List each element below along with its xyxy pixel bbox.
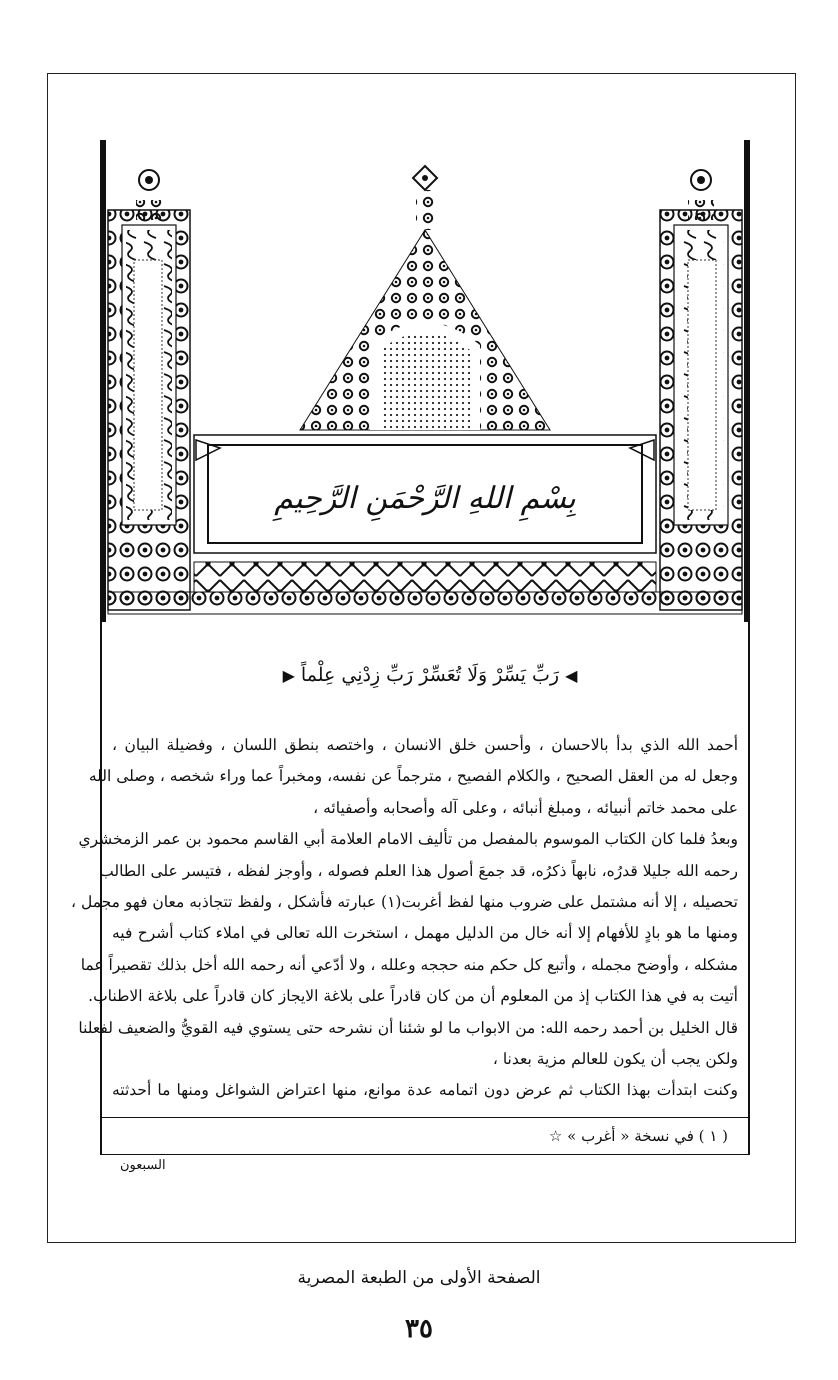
right-arrow-ornament: ▶ (282, 666, 295, 685)
page-number: ٣٥ (405, 1314, 433, 1344)
page-bottom-rule (100, 1154, 750, 1155)
text-line: مشكله ، وأوضح مجمله ، وأتبع كل حكم منه حججه وعلله ، ولا أدّعي أنه رحمه الله أخل بذلك تقصيراً عما (80, 955, 738, 974)
footnote: ( ١ ) في نسخة « أغرب » ☆ (548, 1127, 728, 1145)
text-line: وجعل له من العقل الصحيح ، والكلام الفصيح ، مترجماً عن نفسه، ومخبراً عما وراء شخصه ، وصلى الله (88, 767, 738, 786)
page-caption: الصفحة الأولى من الطبعة المصرية (297, 1268, 541, 1288)
prayer-text: رَبِّ يَسِّرْ وَلَا تُعَسِّرْ رَبِّ زِدْنِي عِلْماً (300, 664, 560, 686)
opening-prayer (260, 664, 600, 686)
text-line: ومنها ما هو بادٍ للأفهام إلا أنه خال من الدليل مهمل ، استخرت الله تعالى في املاء كتاب أشرح فيه (112, 924, 738, 943)
text-line: رحمه الله جليلا قدرُه، نابهاً ذكرُه، قد جمعَ أصول هذا العلم فصوله ، وأوجز لفظه ، فتيسر على الطالب (99, 861, 738, 880)
left-arrow-ornament: ◀ (565, 666, 578, 685)
footnote-divider (100, 1117, 750, 1118)
text-line: وكنت ابتدأت بهذا الكتاب ثم عرض دون اتمامه عدة موانع، منها اعتراض الشواغل ومنها ما أحدثته (112, 1081, 738, 1100)
text-line: أحمد الله الذي بدأ بالاحسان ، وأحسن خلق الانسان ، واختصه بنطق اللسان ، وفضيلة البيان ، (112, 736, 738, 754)
text-line: قال الخليل بن أحمد رحمه الله: من الابواب ما لو شئنا أن نشرحه حتى يستوي فيه القويُّ والضعيف لفعلنا (78, 1018, 738, 1037)
basmala: بِسْمِ اللهِ الرَّحْمَنِ الرَّحِيمِ (274, 481, 576, 516)
text-line: أتيت به في هذا الكتاب إذ من المعلوم أن من كان قادراً على بلاغة الايجاز كان قادراً على بلاغة الاطناب. (88, 987, 738, 1006)
text-line: على محمد خاتم أنبيائه ، ومبلغ أنبائه ، وعلى آله وأصحابه وأصفيائه ، (313, 798, 738, 817)
text-line: تحصيله ، إلا أنه مشتمل على ضروب منها لفظ أغربت(١) عبارته فأشكل ، ولفظ تتجاذبه معان فهو مجمل ، (71, 893, 738, 912)
text-line: وبعدُ فلما كان الكتاب الموسوم بالمفصل من تأليف الامام العلامة أبي القاسم محمود بن عمر الزمخشري (78, 830, 738, 849)
catchword: السبعون (120, 1158, 166, 1173)
title-ornament (100, 130, 750, 622)
text-line: ولكن يجب أن يكون للعالم مزية بعدنا ، (492, 1050, 738, 1069)
body-text (71, 730, 738, 1107)
